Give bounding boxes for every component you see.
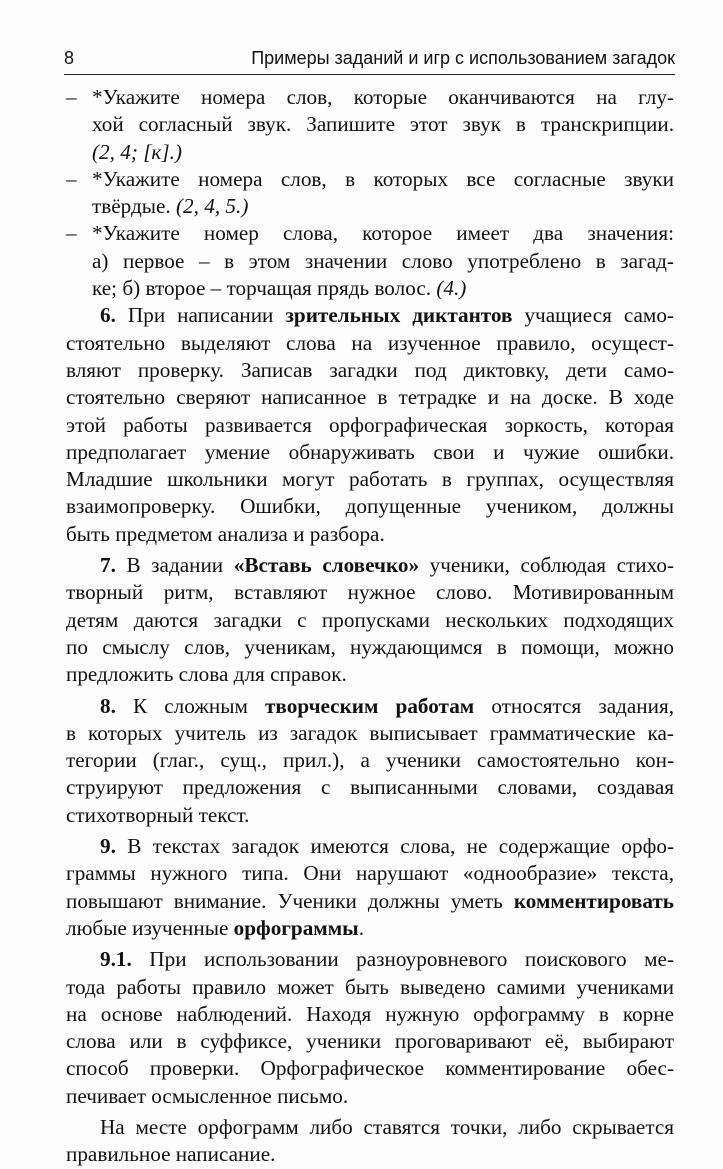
paragraph-9: [66, 833, 674, 942]
para-line: предполагает умение обнаруживать свои и чужие ошибки.: [66, 439, 674, 464]
bullet-answer: (2, 4; [к].): [92, 139, 182, 164]
page-header: [64, 44, 675, 75]
para-last-line: быть предметом анализа и разбора.: [66, 521, 385, 546]
para-line: на основе наблюдений. Находя нужную орфограмму в корне: [66, 1001, 674, 1026]
para-line: в которых учитель из загадок выписывает грамматические ка-: [66, 720, 674, 745]
bullet-text: твёрдые.: [92, 194, 176, 219]
paragraph-number: 8.: [100, 693, 116, 718]
text-run: относятся задания,: [474, 693, 674, 718]
para-line: творный ритм, вставляют нужное слово. Мотивированным: [66, 580, 674, 605]
bullet-line: хой согласный звук. Запишите этот звук в транскрипции.: [92, 112, 674, 137]
bullet-dash: –: [66, 166, 77, 191]
running-head: Примеры заданий и игр с использованием загадок: [251, 48, 675, 68]
para-line: [66, 833, 674, 860]
text-run: любые изученные: [66, 915, 234, 940]
paragraph-6: [66, 302, 674, 548]
bold-term: «Вставь словечко»: [233, 553, 420, 578]
para-last-line: предложить слова для справок.: [66, 662, 347, 687]
paragraph-number: 7.: [100, 553, 116, 578]
para-last-line: [66, 915, 674, 942]
text-run: ученики, соблюдая стихо-: [419, 553, 675, 578]
text-run: К сложным: [115, 693, 266, 718]
para-line: [66, 302, 674, 329]
para-line: [66, 552, 674, 579]
text-run: учащиеся само-: [512, 303, 674, 328]
paragraph-number: 9.1.: [100, 947, 132, 972]
bold-term: зрительных диктантов: [285, 303, 513, 328]
bullet-line: *Укажите номер слова, которое имеет два значения:: [92, 221, 674, 246]
para-line: детям даются загадки с пропусками нескольких подходящих: [66, 607, 674, 632]
bullet-dash: –: [66, 85, 77, 109]
para-line: вляют проверку. Записав загадки под диктовку, дети само-: [66, 357, 674, 382]
para-line: струируют предложения с выписанными словами, создавая: [66, 775, 674, 800]
para-line: Младшие школьники могут работать в группах, осуществляя: [66, 467, 674, 492]
para-line: граммы нужного типа. Они нарушают «однообразие» текста,: [66, 861, 674, 886]
para-line: На месте орфограмм либо ставятся точки, либо скрывается: [100, 1114, 674, 1139]
task-bullet-2: [66, 166, 674, 221]
paragraph-8: [66, 693, 674, 829]
bold-term: комментировать: [513, 888, 674, 913]
paragraph-number: 9.: [100, 834, 116, 859]
para-line: тода работы правило может быть выведено самими учениками: [66, 974, 674, 999]
para-line: стоятельно сверяют написанное в тетрадке и на доске. В ходе: [66, 385, 674, 410]
para-line: этой работы развивается орфографическая зоркость, которая: [66, 412, 674, 437]
para-line: [66, 946, 674, 973]
text-run: повышают внимание. Ученики должны уметь: [66, 888, 514, 913]
para-last-line: стихотворный текст.: [66, 802, 250, 827]
para-line: стоятельно выделяют слова на изученное правило, осущест-: [66, 330, 674, 355]
para-line: слова или в суффиксе, ученики проговаривают её, выбирают: [66, 1029, 674, 1054]
bullet-answer: (4.): [436, 276, 467, 301]
text-run: В текстах загадок имеются слова, не содержащие орфо-: [115, 834, 674, 859]
bullet-dash: –: [66, 221, 77, 246]
paragraph-final: [66, 1114, 674, 1169]
task-bullet-1: [66, 84, 674, 166]
task-bullet-3: [66, 220, 674, 302]
para-line: [66, 693, 674, 720]
text-run: В задании: [115, 553, 234, 578]
page-number: 8: [64, 48, 75, 68]
bullet-line: а) первое – в этом значении слово употреблено в загад-: [92, 248, 674, 273]
para-line: по смыслу слов, ученикам, нуждающимся в помощи, можно: [66, 634, 674, 659]
paragraph-9-1: [66, 946, 674, 1110]
bullet-line: *Укажите номера слов, в которых все согласные звуки: [92, 166, 674, 191]
text-run: При использовании разноуровневого поискового ме-: [131, 947, 674, 972]
bold-term: творческим работам: [265, 693, 475, 718]
text-run: .: [358, 915, 364, 940]
bullet-text: ке; б) второе – торчащая прядь волос.: [92, 276, 437, 301]
para-line: способ проверки. Орфографическое комментирование обес-: [66, 1056, 674, 1081]
bold-term: орфограммы: [233, 915, 359, 940]
bullet-last-line: [92, 193, 674, 220]
bullet-line: *Укажите номера слов, которые оканчиваются на глу-: [92, 85, 674, 109]
para-line: [66, 888, 674, 915]
bullet-answer: (2, 4, 5.): [176, 194, 249, 219]
para-line: взаимопроверку. Ошибки, допущенные учеником, должны: [66, 494, 674, 519]
para-line: тегории (глаг., сущ., прил.), а ученики самостоятельно кон-: [66, 748, 674, 773]
page-body: [66, 84, 674, 1169]
bullet-last-line: [92, 275, 674, 302]
text-run: При написании: [127, 303, 286, 328]
bullet-answer-line: [92, 139, 674, 166]
paragraph-7: [66, 552, 674, 688]
para-last-line: правильное написание.: [66, 1142, 276, 1167]
paragraph-number: 6.: [100, 303, 116, 328]
para-last-line: печивает осмысленное письмо.: [66, 1083, 349, 1108]
